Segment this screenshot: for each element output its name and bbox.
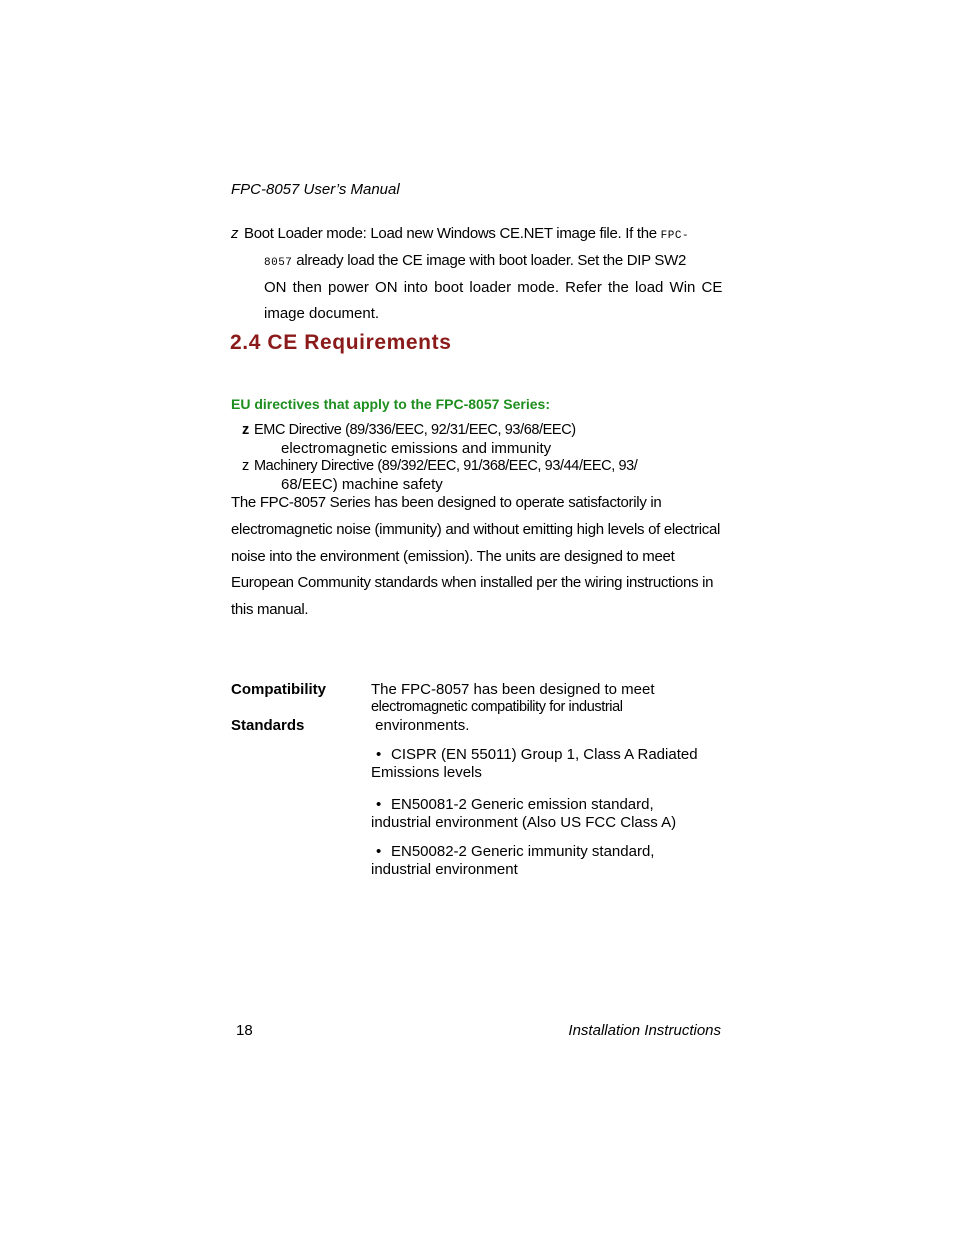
compat-intro-line: The FPC-8057 has been designed to meet [371, 681, 655, 698]
cispr-line-1: CISPR (EN 55011) Group 1, Class A Radiated [391, 746, 698, 763]
en50081-line-1: EN50081-2 Generic emission standard, [391, 796, 654, 813]
bullet-marker: • [376, 796, 382, 813]
bullet-marker: • [376, 843, 382, 860]
model-code: 8057 [264, 257, 293, 269]
eu-directives-heading: EU directives that apply to the FPC-8057 Series: [231, 396, 550, 412]
boot-line-4: image document. [264, 305, 380, 322]
paragraph-line: electromagnetic noise (immunity) and without emitting high levels of electrical [231, 521, 721, 538]
section-title: 2.4 CE Requirements [230, 331, 452, 354]
model-code: FPC- [660, 230, 690, 242]
machinery-directive-line-1: Machinery Directive (89/392/EEC, 91/368/EEC, 93/44/EEC, 93/ [254, 458, 638, 474]
boot-line-1-text: Boot Loader mode: Load new Windows CE.NET image file. If the [244, 225, 657, 242]
bullet-marker: z [242, 458, 249, 474]
compat-intro-line: environments. [371, 717, 470, 734]
page-number: 18 [236, 1022, 253, 1039]
machinery-directive-line-2: 68/EEC) machine safety [281, 476, 443, 493]
bullet-marker: z [231, 225, 239, 242]
boot-line-1 [244, 225, 689, 242]
bullet-marker: • [376, 746, 382, 763]
boot-line-2 [264, 252, 686, 269]
paragraph-line: noise into the environment (emission). The units are designed to meet [231, 548, 675, 565]
boot-line-3: ON then power ON into boot loader mode. Refer the load Win CE [264, 279, 723, 296]
paragraph-line: this manual. [231, 601, 309, 618]
cispr-line-2: Emissions levels [371, 764, 482, 781]
standards-label: Standards [231, 717, 305, 734]
compatibility-label: Compatibility [231, 681, 327, 698]
en50082-line-1: EN50082-2 Generic immunity standard, [391, 843, 655, 860]
emc-directive-line-2: electromagnetic emissions and immunity [281, 440, 552, 457]
paragraph-line: The FPC-8057 Series has been designed to operate satisfactorily in [231, 494, 662, 511]
footer-section-title: Installation Instructions [568, 1022, 721, 1039]
bullet-marker: z [242, 422, 249, 438]
emc-directive-line-1: EMC Directive (89/336/EEC, 92/31/EEC, 93/68/EEC) [254, 422, 576, 438]
en50082-line-2: industrial environment [371, 861, 518, 878]
en50081-line-2: industrial environment (Also US FCC Class A) [371, 814, 677, 831]
paragraph-line: European Community standards when installed per the wiring instructions in [231, 574, 714, 591]
boot-line-2-text: already load the CE image with boot loader. Set the DIP SW2 [296, 252, 687, 269]
compat-intro-line: electromagnetic compatibility for industrial [371, 699, 623, 715]
running-header: FPC-8057 User’s Manual [231, 181, 400, 198]
